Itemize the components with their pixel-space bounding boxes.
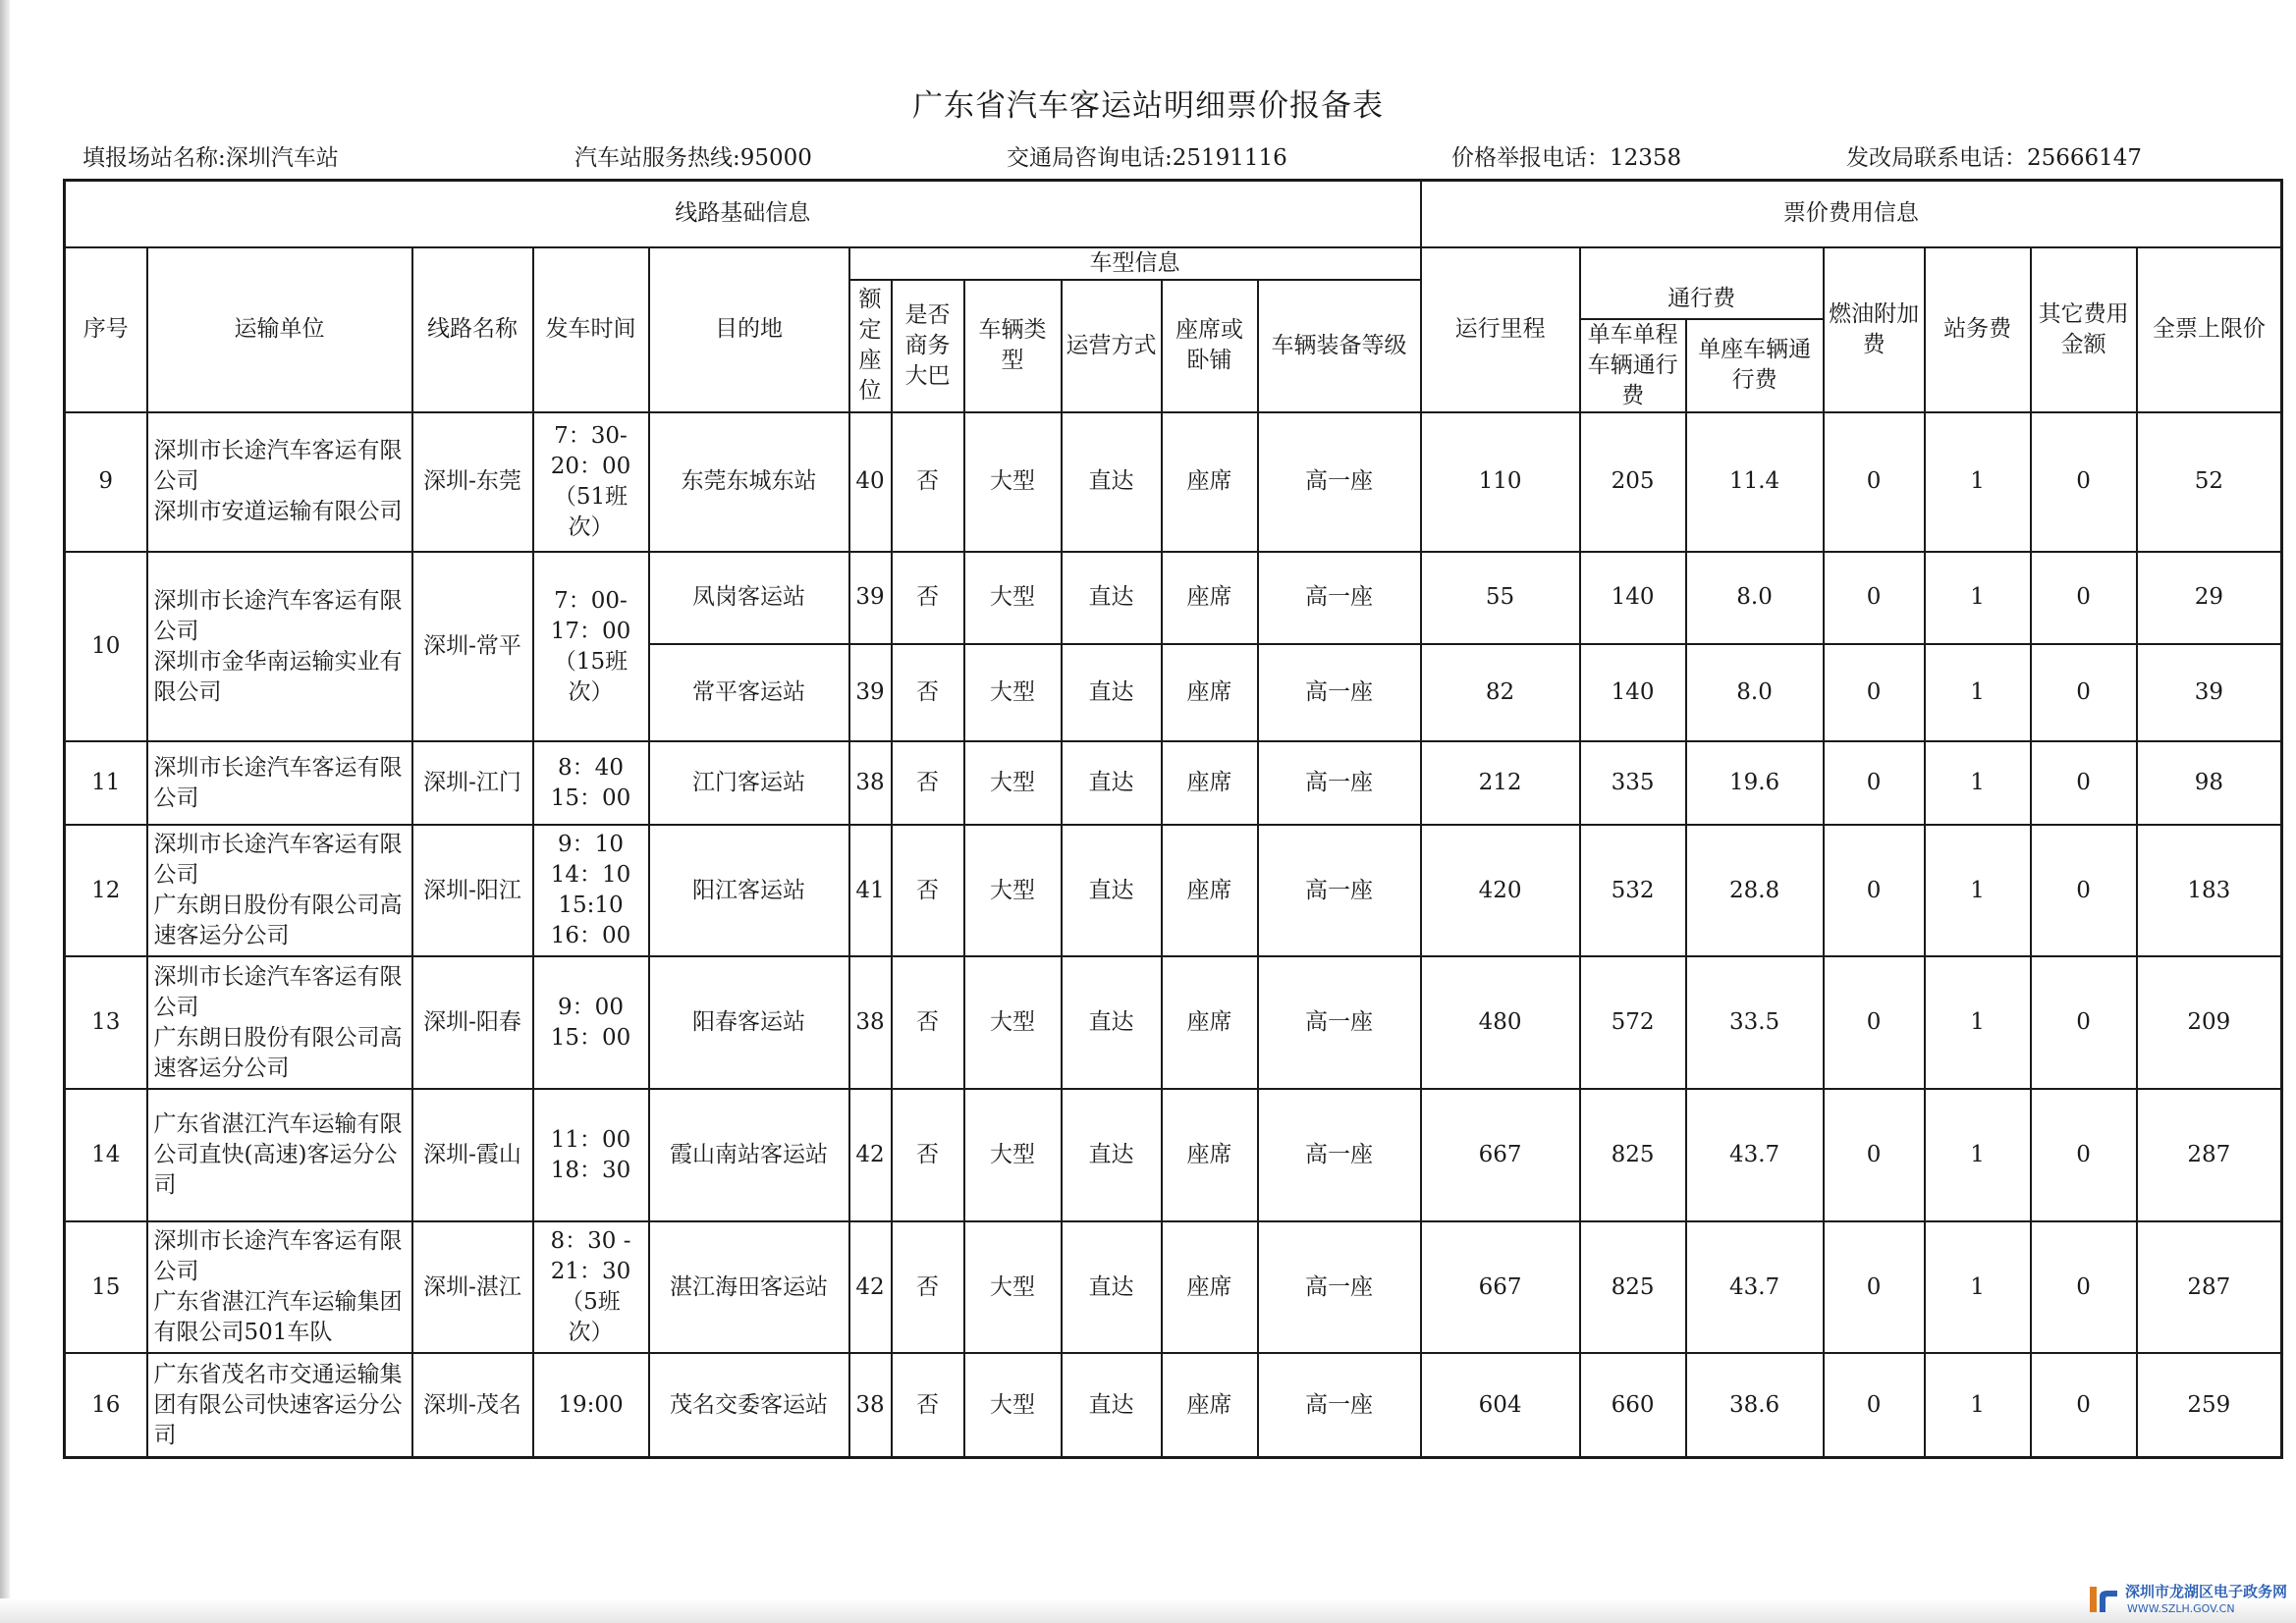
seat-sleeper-cell: 座席 bbox=[1162, 1089, 1258, 1221]
other-fee-cell: 0 bbox=[2031, 825, 2137, 956]
toll-seat-cell: 43.7 bbox=[1686, 1221, 1824, 1353]
max-price-cell: 209 bbox=[2137, 956, 2282, 1089]
seats-cell: 41 bbox=[849, 825, 892, 956]
toll-vehicle-cell: 335 bbox=[1580, 741, 1686, 825]
route-cell: 深圳-霞山 bbox=[412, 1089, 533, 1221]
other-fee-cell: 0 bbox=[2031, 956, 2137, 1089]
seats-cell: 40 bbox=[849, 412, 892, 552]
departure-cell: 11：00 18：30 bbox=[533, 1089, 649, 1221]
seq-header: 序号 bbox=[65, 247, 147, 412]
station-fee-cell: 1 bbox=[1925, 412, 2031, 552]
table-row bbox=[65, 1353, 2282, 1457]
meta-reform-bureau: 发改局联系电话：25666147 bbox=[1846, 145, 2143, 171]
business-cell: 否 bbox=[892, 412, 964, 552]
mileage-cell: 55 bbox=[1421, 552, 1580, 643]
vehicle-type-cell: 大型 bbox=[964, 552, 1062, 643]
departure-cell: 9：00 15：00 bbox=[533, 956, 649, 1089]
site-logo-icon bbox=[2088, 1583, 2121, 1616]
group-fare-header: 票价费用信息 bbox=[1421, 181, 2282, 247]
seats-cell: 38 bbox=[849, 956, 892, 1089]
destination-cell: 江门客运站 bbox=[649, 741, 849, 825]
operation-cell: 直达 bbox=[1062, 1353, 1162, 1457]
table-row bbox=[65, 741, 2282, 825]
seats-cell: 42 bbox=[849, 1221, 892, 1353]
destination-cell: 常平客运站 bbox=[649, 644, 849, 742]
fuel-cell: 0 bbox=[1824, 644, 1925, 742]
route-cell: 深圳-江门 bbox=[412, 741, 533, 825]
equipment-cell: 高一座 bbox=[1258, 741, 1421, 825]
fuel-cell: 0 bbox=[1824, 412, 1925, 552]
route-cell: 深圳-茂名 bbox=[412, 1353, 533, 1457]
fuel-cell: 0 bbox=[1824, 1353, 1925, 1457]
max-price-cell: 39 bbox=[2137, 644, 2282, 742]
seq-cell: 11 bbox=[65, 741, 147, 825]
other-fee-cell: 0 bbox=[2031, 644, 2137, 742]
other-fee-header: 其它费用金额 bbox=[2031, 247, 2137, 412]
toll-seat-cell: 8.0 bbox=[1686, 552, 1824, 643]
toll-seat-cell: 38.6 bbox=[1686, 1353, 1824, 1457]
business-header: 是否商务大巴 bbox=[892, 280, 964, 412]
table-row bbox=[65, 825, 2282, 956]
scan-bottom-shadow bbox=[0, 1598, 2296, 1623]
meta-station: 填报场站名称:深圳汽车站 bbox=[82, 145, 339, 171]
max-price-header: 全票上限价 bbox=[2137, 247, 2282, 412]
business-cell: 否 bbox=[892, 1353, 964, 1457]
seats-header: 额定座位 bbox=[849, 280, 892, 412]
company-cell: 深圳市长途汽车客运有限公司 深圳市安道运输有限公司 bbox=[147, 412, 412, 552]
fare-header-spacer bbox=[1580, 247, 1686, 280]
toll-seat-cell: 8.0 bbox=[1686, 644, 1824, 742]
seq-cell: 14 bbox=[65, 1089, 147, 1221]
business-cell: 否 bbox=[892, 644, 964, 742]
mileage-cell: 480 bbox=[1421, 956, 1580, 1089]
table-row bbox=[65, 956, 2282, 1089]
other-fee-cell: 0 bbox=[2031, 1221, 2137, 1353]
other-fee-cell: 0 bbox=[2031, 1089, 2137, 1221]
destination-cell: 阳江客运站 bbox=[649, 825, 849, 956]
company-cell: 深圳市长途汽车客运有限公司 bbox=[147, 741, 412, 825]
table-row bbox=[65, 412, 2282, 552]
mileage-header: 运行里程 bbox=[1421, 247, 1580, 412]
other-fee-cell: 0 bbox=[2031, 1353, 2137, 1457]
operation-cell: 直达 bbox=[1062, 552, 1162, 643]
fuel-header: 燃油附加费 bbox=[1824, 247, 1925, 412]
toll-vehicle-cell: 140 bbox=[1580, 644, 1686, 742]
seq-cell: 9 bbox=[65, 412, 147, 552]
seq-cell: 12 bbox=[65, 825, 147, 956]
seq-cell: 10 bbox=[65, 552, 147, 741]
equipment-cell: 高一座 bbox=[1258, 644, 1421, 742]
seq-cell: 13 bbox=[65, 956, 147, 1089]
toll-seat-cell: 33.5 bbox=[1686, 956, 1824, 1089]
fuel-cell: 0 bbox=[1824, 1089, 1925, 1221]
business-cell: 否 bbox=[892, 1221, 964, 1353]
route-cell: 深圳-阳江 bbox=[412, 825, 533, 956]
destination-header: 目的地 bbox=[649, 247, 849, 412]
vehicle-type-cell: 大型 bbox=[964, 1221, 1062, 1353]
operation-cell: 直达 bbox=[1062, 825, 1162, 956]
company-cell: 深圳市长途汽车客运有限公司 广东朗日股份有限公司高速客运分公司 bbox=[147, 956, 412, 1089]
toll-seat-cell: 28.8 bbox=[1686, 825, 1824, 956]
company-cell: 深圳市长途汽车客运有限公司 广东省湛江汽车运输集团有限公司501车队 bbox=[147, 1221, 412, 1353]
watermark-name: 深圳市龙湖区电子政务网 bbox=[2125, 1583, 2288, 1600]
station-fee-cell: 1 bbox=[1925, 1089, 2031, 1221]
equipment-cell: 高一座 bbox=[1258, 412, 1421, 552]
seats-cell: 42 bbox=[849, 1089, 892, 1221]
departure-cell: 8：30 - 21：30 （5班 次） bbox=[533, 1221, 649, 1353]
max-price-cell: 259 bbox=[2137, 1353, 2282, 1457]
watermark-url: WWW.SZLH.GOV.CN bbox=[2127, 1602, 2235, 1615]
fuel-cell: 0 bbox=[1824, 956, 1925, 1089]
station-fee-cell: 1 bbox=[1925, 1353, 2031, 1457]
table-row bbox=[65, 1221, 2282, 1353]
station-fee-cell: 1 bbox=[1925, 825, 2031, 956]
operation-cell: 直达 bbox=[1062, 1089, 1162, 1221]
equipment-cell: 高一座 bbox=[1258, 956, 1421, 1089]
route-cell: 深圳-常平 bbox=[412, 552, 533, 741]
route-cell: 深圳-湛江 bbox=[412, 1221, 533, 1353]
seats-cell: 39 bbox=[849, 644, 892, 742]
operation-header: 运营方式 bbox=[1062, 280, 1162, 412]
mileage-cell: 212 bbox=[1421, 741, 1580, 825]
mileage-cell: 82 bbox=[1421, 644, 1580, 742]
watermark bbox=[2088, 1579, 2296, 1623]
fare-header-spacer bbox=[1686, 247, 1824, 280]
group-vehicle-header: 车型信息 bbox=[849, 247, 1421, 280]
company-header: 运输单位 bbox=[147, 247, 412, 412]
toll-vehicle-cell: 660 bbox=[1580, 1353, 1686, 1457]
company-cell: 深圳市长途汽车客运有限公司 广东朗日股份有限公司高速客运分公司 bbox=[147, 825, 412, 956]
equipment-cell: 高一座 bbox=[1258, 825, 1421, 956]
vehicle-type-cell: 大型 bbox=[964, 1089, 1062, 1221]
destination-cell: 霞山南站客运站 bbox=[649, 1089, 849, 1221]
scan-edge-shadow bbox=[0, 0, 10, 1623]
mileage-cell: 604 bbox=[1421, 1353, 1580, 1457]
equipment-cell: 高一座 bbox=[1258, 1089, 1421, 1221]
meta-price-report: 价格举报电话：12358 bbox=[1451, 145, 1682, 171]
mileage-cell: 667 bbox=[1421, 1221, 1580, 1353]
station-fee-cell: 1 bbox=[1925, 644, 2031, 742]
seat-sleeper-cell: 座席 bbox=[1162, 552, 1258, 643]
seq-cell: 15 bbox=[65, 1221, 147, 1353]
seats-cell: 38 bbox=[849, 1353, 892, 1457]
seats-cell: 38 bbox=[849, 741, 892, 825]
toll-vehicle-cell: 140 bbox=[1580, 552, 1686, 643]
seat-sleeper-header: 座席或卧铺 bbox=[1162, 280, 1258, 412]
vehicle-type-cell: 大型 bbox=[964, 412, 1062, 552]
seat-sleeper-cell: 座席 bbox=[1162, 825, 1258, 956]
station-fee-cell: 1 bbox=[1925, 956, 2031, 1089]
group-route-header: 线路基础信息 bbox=[65, 181, 1421, 247]
max-price-cell: 52 bbox=[2137, 412, 2282, 552]
departure-header: 发车时间 bbox=[533, 247, 649, 412]
station-fee-cell: 1 bbox=[1925, 552, 2031, 643]
fuel-cell: 0 bbox=[1824, 552, 1925, 643]
station-fee-cell: 1 bbox=[1925, 741, 2031, 825]
equipment-cell: 高一座 bbox=[1258, 552, 1421, 643]
destination-cell: 凤岗客运站 bbox=[649, 552, 849, 643]
vehicle-type-cell: 大型 bbox=[964, 741, 1062, 825]
route-cell: 深圳-阳春 bbox=[412, 956, 533, 1089]
meta-hotline: 汽车站服务热线:95000 bbox=[574, 145, 812, 171]
toll-vehicle-cell: 825 bbox=[1580, 1089, 1686, 1221]
business-cell: 否 bbox=[892, 956, 964, 1089]
max-price-cell: 183 bbox=[2137, 825, 2282, 956]
mileage-cell: 420 bbox=[1421, 825, 1580, 956]
group-toll-header: 通行费 bbox=[1580, 280, 1824, 319]
mileage-cell: 667 bbox=[1421, 1089, 1580, 1221]
route-cell: 深圳-东莞 bbox=[412, 412, 533, 552]
operation-cell: 直达 bbox=[1062, 741, 1162, 825]
station-fee-cell: 1 bbox=[1925, 1221, 2031, 1353]
vehicle-type-header: 车辆类型 bbox=[964, 280, 1062, 412]
fare-table bbox=[63, 179, 2283, 1459]
vehicle-type-cell: 大型 bbox=[964, 956, 1062, 1089]
company-cell: 深圳市长途汽车客运有限公司 深圳市金华南运输实业有限公司 bbox=[147, 552, 412, 741]
operation-cell: 直达 bbox=[1062, 412, 1162, 552]
operation-cell: 直达 bbox=[1062, 1221, 1162, 1353]
toll-vehicle-cell: 572 bbox=[1580, 956, 1686, 1089]
seat-sleeper-cell: 座席 bbox=[1162, 741, 1258, 825]
seat-sleeper-cell: 座席 bbox=[1162, 412, 1258, 552]
toll-vehicle-cell: 825 bbox=[1580, 1221, 1686, 1353]
other-fee-cell: 0 bbox=[2031, 412, 2137, 552]
destination-cell: 茂名交委客运站 bbox=[649, 1353, 849, 1457]
destination-cell: 东莞东城东站 bbox=[649, 412, 849, 552]
departure-cell: 7：30- 20：00 （51班 次） bbox=[533, 412, 649, 552]
seat-sleeper-cell: 座席 bbox=[1162, 644, 1258, 742]
company-cell: 广东省茂名市交通运输集团有限公司快速客运分公司 bbox=[147, 1353, 412, 1457]
toll-vehicle-cell: 532 bbox=[1580, 825, 1686, 956]
business-cell: 否 bbox=[892, 741, 964, 825]
departure-cell: 19:00 bbox=[533, 1353, 649, 1457]
vehicle-type-cell: 大型 bbox=[964, 1353, 1062, 1457]
table-row bbox=[65, 552, 2282, 643]
fuel-cell: 0 bbox=[1824, 741, 1925, 825]
business-cell: 否 bbox=[892, 552, 964, 643]
fuel-cell: 0 bbox=[1824, 825, 1925, 956]
operation-cell: 直达 bbox=[1062, 956, 1162, 1089]
destination-cell: 湛江海田客运站 bbox=[649, 1221, 849, 1353]
seq-cell: 16 bbox=[65, 1353, 147, 1457]
vehicle-type-cell: 大型 bbox=[964, 644, 1062, 742]
route-header: 线路名称 bbox=[412, 247, 533, 412]
other-fee-cell: 0 bbox=[2031, 552, 2137, 643]
seat-sleeper-cell: 座席 bbox=[1162, 956, 1258, 1089]
toll-vehicle-header: 单车单程车辆通行费 bbox=[1580, 319, 1686, 412]
departure-cell: 9：10 14：10 15:10 16：00 bbox=[533, 825, 649, 956]
equipment-cell: 高一座 bbox=[1258, 1353, 1421, 1457]
departure-cell: 8：40 15：00 bbox=[533, 741, 649, 825]
equipment-header: 车辆装备等级 bbox=[1258, 280, 1421, 412]
departure-cell: 7：00- 17：00 （15班 次） bbox=[533, 552, 649, 741]
max-price-cell: 29 bbox=[2137, 552, 2282, 643]
table-body bbox=[65, 412, 2282, 1458]
seats-cell: 39 bbox=[849, 552, 892, 643]
station-fee-header: 站务费 bbox=[1925, 247, 2031, 412]
toll-seat-cell: 19.6 bbox=[1686, 741, 1824, 825]
business-cell: 否 bbox=[892, 1089, 964, 1221]
other-fee-cell: 0 bbox=[2031, 741, 2137, 825]
company-cell: 广东省湛江汽车运输有限公司直快(高速)客运分公司 bbox=[147, 1089, 412, 1221]
seat-sleeper-cell: 座席 bbox=[1162, 1221, 1258, 1353]
seat-sleeper-cell: 座席 bbox=[1162, 1353, 1258, 1457]
max-price-cell: 287 bbox=[2137, 1221, 2282, 1353]
vehicle-type-cell: 大型 bbox=[964, 825, 1062, 956]
fuel-cell: 0 bbox=[1824, 1221, 1925, 1353]
max-price-cell: 287 bbox=[2137, 1089, 2282, 1221]
operation-cell: 直达 bbox=[1062, 644, 1162, 742]
max-price-cell: 98 bbox=[2137, 741, 2282, 825]
equipment-cell: 高一座 bbox=[1258, 1221, 1421, 1353]
page-title: 广东省汽车客运站明细票价报备表 bbox=[912, 88, 1384, 124]
toll-seat-cell: 11.4 bbox=[1686, 412, 1824, 552]
toll-vehicle-cell: 205 bbox=[1580, 412, 1686, 552]
toll-seat-cell: 43.7 bbox=[1686, 1089, 1824, 1221]
business-cell: 否 bbox=[892, 825, 964, 956]
destination-cell: 阳春客运站 bbox=[649, 956, 849, 1089]
toll-seat-header: 单座车辆通行费 bbox=[1686, 319, 1824, 412]
mileage-cell: 110 bbox=[1421, 412, 1580, 552]
table-row bbox=[65, 1089, 2282, 1221]
meta-transport-bureau: 交通局咨询电话:25191116 bbox=[1007, 145, 1287, 171]
